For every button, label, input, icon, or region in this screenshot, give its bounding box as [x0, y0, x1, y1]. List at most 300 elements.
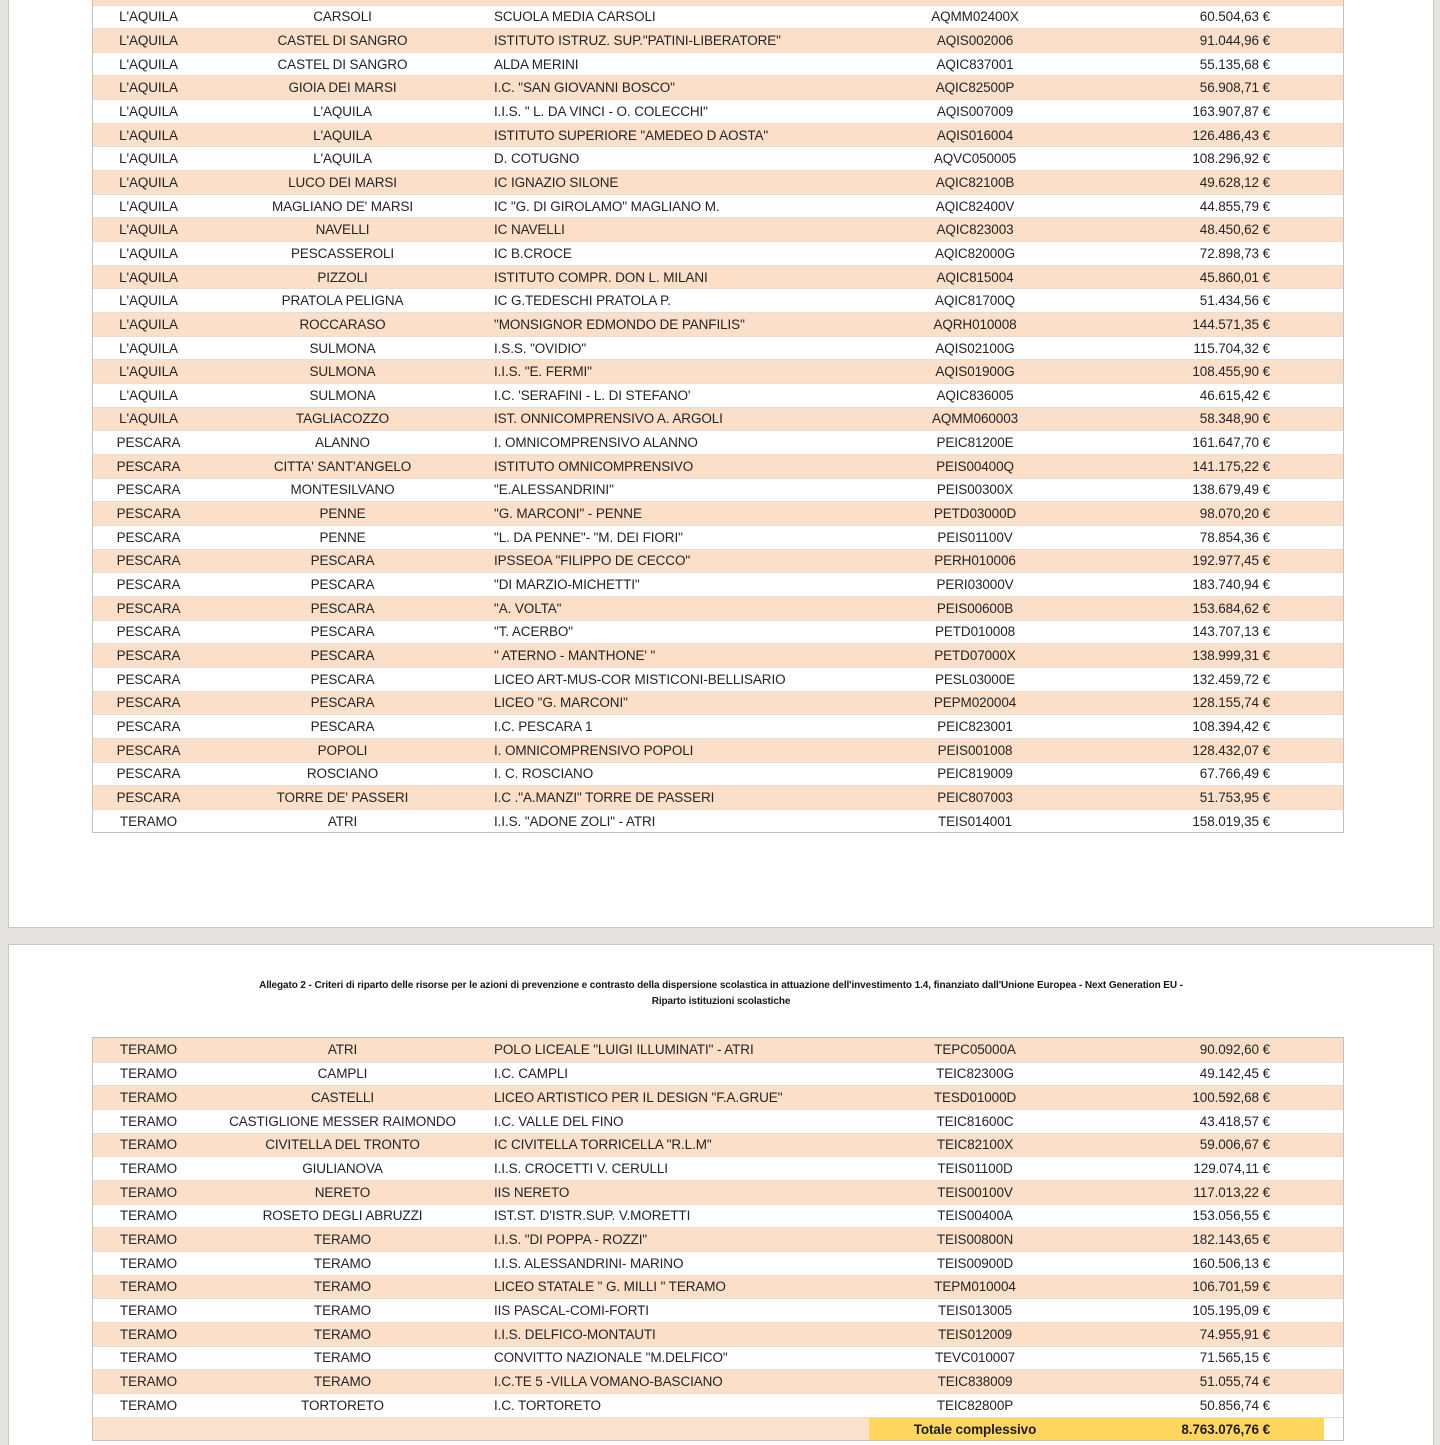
- cell-amount: 117.013,22 €: [1193, 1184, 1270, 1200]
- cell-city: ALANNO: [315, 435, 370, 451]
- total-spacer: [93, 1418, 204, 1441]
- cell-code: AQIS007009: [936, 103, 1014, 119]
- cell-amount: 49.142,45 €: [1199, 1066, 1270, 1082]
- cell-school: I.I.S. ALESSANDRINI- MARINO: [494, 1255, 684, 1271]
- table-row: [93, 383, 1343, 407]
- cell-city: CAMPLI: [317, 1066, 368, 1082]
- table-row: [93, 1156, 1343, 1180]
- cell-school: D. COTUGNO: [494, 151, 580, 167]
- cell-amount: 160.506,13 €: [1192, 1255, 1270, 1271]
- cell-code: PERH010006: [934, 553, 1016, 569]
- cell-city: GIULIANOVA: [302, 1161, 383, 1177]
- cell-city: MAGLIANO DE' MARSI: [271, 198, 414, 214]
- table-row: [93, 454, 1343, 478]
- cell-school: I.C. TORTORETO: [494, 1397, 601, 1413]
- cell-city: LUCO DEI MARSI: [288, 174, 397, 190]
- document-title: [9, 978, 1433, 1010]
- table-row: [93, 643, 1343, 667]
- cell-amount: 105.195,09 €: [1192, 1303, 1270, 1319]
- cell-province: L'AQUILA: [119, 80, 178, 96]
- cell-school: ISTITUTO ISTRUZ. SUP."PATINI-LIBERATORE": [494, 32, 781, 48]
- cell-school: "DI MARZIO-MICHETTI": [494, 577, 640, 593]
- cell-school: "T. ACERBO": [494, 624, 574, 640]
- total-label: Totale complessivo: [869, 1418, 1081, 1441]
- document-page-2: [9, 945, 1433, 1445]
- title-line-2: Riparto istituzioni scolastiche: [651, 996, 791, 1007]
- cell-city: CASTIGLIONE MESSER RAIMONDO: [229, 1113, 456, 1129]
- cell-city: TERAMO: [313, 1279, 372, 1295]
- cell-province: L'AQUILA: [119, 411, 178, 427]
- cell-code: AQIS016004: [936, 127, 1014, 143]
- cell-school: ISTITUTO SUPERIORE "AMEDEO D AOSTA": [494, 127, 769, 143]
- cell-school: IC "G. DI GIROLAMO" MAGLIANO M.: [494, 198, 720, 214]
- cell-school: IC IGNAZIO SILONE: [494, 174, 619, 190]
- cell-amount: 59.006,67 €: [1199, 1137, 1270, 1153]
- table-row: [93, 620, 1343, 644]
- cell-code: TEIS00900D: [936, 1255, 1014, 1271]
- table-row: [93, 738, 1343, 762]
- cell-school: I. OMNICOMPRENSIVO ALANNO: [494, 435, 698, 451]
- cell-code: AQIC82500P: [935, 80, 1015, 96]
- table-row: [93, 1369, 1343, 1393]
- table-row: [93, 52, 1343, 76]
- cell-school: I.C. VALLE DEL FINO: [494, 1113, 624, 1129]
- table-row: [93, 714, 1343, 738]
- cell-school: "E.ALESSANDRINI": [494, 482, 614, 498]
- cell-code: PERI03000V: [936, 577, 1014, 593]
- cell-city: ATRI: [327, 813, 358, 829]
- cell-province: L'AQUILA: [119, 269, 178, 285]
- funding-table-page-2: [92, 1037, 1344, 1441]
- cell-province: PESCARA: [116, 766, 181, 782]
- cell-city: TERAMO: [313, 1374, 372, 1390]
- cell-school: LICEO ARTISTICO PER IL DESIGN "F.A.GRUE": [494, 1090, 783, 1106]
- table-row: [93, 1275, 1343, 1299]
- cell-code: PEIS001008: [937, 742, 1013, 758]
- cell-school: "L. DA PENNE"- "M. DEI FIORI": [494, 529, 683, 545]
- cell-amount: 60.504,63 €: [1199, 9, 1270, 25]
- cell-code: PEIS00400Q: [936, 458, 1014, 474]
- cell-code: PEIS01100V: [937, 529, 1013, 545]
- table-row: [93, 336, 1343, 360]
- cell-school: I.I.S. "ADONE ZOLI" - ATRI: [494, 813, 656, 829]
- cell-amount: 72.898,73 €: [1199, 245, 1270, 261]
- cell-code: PEIC807003: [937, 789, 1013, 805]
- cell-city: PRATOLA PELIGNA: [281, 293, 404, 309]
- cell-code: PEIS00600B: [936, 600, 1014, 616]
- cell-province: L'AQUILA: [119, 222, 178, 238]
- table-row: [93, 525, 1343, 549]
- table-row: [93, 1227, 1343, 1251]
- cell-province: PESCARA: [116, 482, 181, 498]
- cell-province: L'AQUILA: [119, 245, 178, 261]
- cell-province: PESCARA: [116, 624, 181, 640]
- table-row: [93, 75, 1343, 99]
- table-row: [93, 407, 1343, 431]
- cell-amount: 126.486,43 €: [1192, 127, 1270, 143]
- cell-province: PESCARA: [116, 671, 181, 687]
- cell-city: CASTELLI: [311, 1090, 374, 1106]
- cell-code: PEIC81200E: [936, 435, 1014, 451]
- cell-province: PESCARA: [116, 458, 181, 474]
- cell-city: L'AQUILA: [313, 151, 372, 167]
- cell-amount: 192.977,45 €: [1192, 553, 1270, 569]
- table-row: [93, 217, 1343, 241]
- cell-city: NERETO: [314, 1184, 371, 1200]
- cell-province: L'AQUILA: [119, 340, 178, 356]
- cell-school: I. OMNICOMPRENSIVO POPOLI: [494, 742, 694, 758]
- cell-amount: 100.592,68 €: [1192, 1090, 1270, 1106]
- cell-code: TEPM010004: [934, 1279, 1016, 1295]
- cell-amount: 128.155,74 €: [1192, 695, 1270, 711]
- cell-province: TERAMO: [119, 1232, 178, 1248]
- table-row: [93, 1346, 1343, 1370]
- cell-amount: 51.753,95 €: [1199, 789, 1270, 805]
- cell-amount: 74.955,91 €: [1199, 1326, 1270, 1342]
- table-row: [93, 146, 1343, 170]
- cell-city: GIOIA DEI MARSI: [288, 80, 397, 96]
- table-row: [93, 1393, 1343, 1417]
- cell-school: I.C. 'SERAFINI - L. DI STEFANO': [494, 387, 691, 403]
- cell-code: TEIC838009: [937, 1374, 1013, 1390]
- cell-province: TERAMO: [119, 1066, 178, 1082]
- table-row: [93, 288, 1343, 312]
- cell-province: L'AQUILA: [119, 151, 178, 167]
- cell-city: CARSOLI: [313, 9, 372, 25]
- cell-province: PESCARA: [116, 695, 181, 711]
- cell-school: I.I.S. CROCETTI V. CERULLI: [494, 1161, 668, 1177]
- table-row: [93, 430, 1343, 454]
- cell-school: IIS PASCAL-COMI-FORTI: [494, 1303, 649, 1319]
- cell-city: MONTESILVANO: [290, 482, 395, 498]
- cell-province: TERAMO: [119, 1208, 178, 1224]
- cell-code: TEIC82300G: [936, 1066, 1014, 1082]
- cell-province: PESCARA: [116, 648, 181, 664]
- cell-city: SULMONA: [309, 387, 376, 403]
- cell-school: IC CIVITELLA TORRICELLA "R.L.M": [494, 1137, 712, 1153]
- cell-city: PESCARA: [310, 695, 375, 711]
- cell-code: PEIC819009: [937, 766, 1013, 782]
- table-row: [93, 1085, 1343, 1109]
- cell-school: I.C. PESCARA 1: [494, 719, 593, 735]
- cell-school: I. C. ROSCIANO: [494, 766, 594, 782]
- table-row: [93, 359, 1343, 383]
- cell-amount: 161.647,70 €: [1192, 435, 1270, 451]
- cell-amount: 138.679,49 €: [1192, 482, 1270, 498]
- cell-spacer: [1324, 1418, 1343, 1441]
- table-row: [93, 809, 1343, 833]
- cell-school: SCUOLA MEDIA CARSOLI: [494, 9, 656, 25]
- cell-school: LICEO STATALE " G. MILLI " TERAMO: [494, 1279, 726, 1295]
- cell-city: TERAMO: [313, 1255, 372, 1271]
- total-row: [93, 1417, 1343, 1441]
- title-line-1: Allegato 2 - Criteri di riparto delle risorse per le azioni di prevenzione e contrasto della dispersione scolastica in attuazione dell'investimento 1.4, finanziato dall'Unione Europea - Next Generation EU -: [259, 980, 1183, 991]
- cell-amount: 45.860,01 €: [1199, 269, 1270, 285]
- cell-province: L'AQUILA: [119, 174, 178, 190]
- cell-code: PESL03000E: [934, 671, 1016, 687]
- cell-code: TEPC05000A: [934, 1042, 1016, 1058]
- cell-amount: 91.044,96 €: [1199, 32, 1270, 48]
- cell-school: ALDA MERINI: [494, 56, 579, 72]
- table-row: [93, 1204, 1343, 1228]
- cell-province: L'AQUILA: [119, 198, 178, 214]
- cell-city: ROSCIANO: [306, 766, 379, 782]
- cell-city: PESCARA: [310, 624, 375, 640]
- cell-province: PESCARA: [116, 600, 181, 616]
- cell-code: AQIC815004: [936, 269, 1014, 285]
- cell-school: CONVITTO NAZIONALE "M.DELFICO": [494, 1350, 728, 1366]
- cell-code: AQIS002006: [936, 32, 1014, 48]
- cell-code: PETD010008: [934, 624, 1016, 640]
- table-row: [93, 549, 1343, 573]
- cell-school: IST.ST. D'ISTR.SUP. V.MORETTI: [494, 1208, 691, 1224]
- cell-province: TERAMO: [119, 1374, 178, 1390]
- cell-school: I.C ."A.MANZI" TORRE DE PASSERI: [494, 789, 715, 805]
- cell-school: " ATERNO - MANTHONE' ": [494, 648, 656, 664]
- cell-city: PENNE: [319, 506, 366, 522]
- cell-code: AQIC82000G: [934, 245, 1016, 261]
- cell-province: TERAMO: [119, 813, 178, 829]
- cell-amount: 46.615,42 €: [1199, 387, 1270, 403]
- cell-city: PESCARA: [310, 553, 375, 569]
- cell-city: PESCARA: [310, 719, 375, 735]
- table-row: [93, 28, 1343, 52]
- cell-city: CITTA' SANT'ANGELO: [273, 458, 412, 474]
- cell-amount: 98.070,20 €: [1199, 506, 1270, 522]
- cell-city: TERAMO: [313, 1232, 372, 1248]
- cell-city: POPOLI: [317, 742, 368, 758]
- cell-school: "A. VOLTA": [494, 600, 562, 616]
- table-row: [93, 1038, 1343, 1062]
- cell-city: PESCARA: [310, 600, 375, 616]
- cell-province: PESCARA: [116, 435, 181, 451]
- cell-city: NAVELLI: [315, 222, 370, 238]
- cell-province: PESCARA: [116, 553, 181, 569]
- cell-amount: 128.432,07 €: [1192, 742, 1270, 758]
- cell-code: PEIC823001: [937, 719, 1013, 735]
- cell-amount: 153.056,55 €: [1192, 1208, 1270, 1224]
- table-row: [93, 1180, 1343, 1204]
- cell-code: TEIC81600C: [936, 1113, 1014, 1129]
- cell-amount: 108.394,42 €: [1192, 719, 1270, 735]
- cell-city: TORTORETO: [301, 1397, 384, 1413]
- cell-amount: 50.856,74 €: [1199, 1397, 1270, 1413]
- cell-province: TERAMO: [119, 1350, 178, 1366]
- cell-school: I.C. "SAN GIOVANNI BOSCO": [494, 80, 675, 96]
- cell-province: L'AQUILA: [119, 127, 178, 143]
- cell-city: CASTEL DI SANGRO: [277, 32, 408, 48]
- cell-code: AQIC823003: [936, 222, 1014, 238]
- cell-code: PETD07000X: [934, 648, 1016, 664]
- table-row: [93, 596, 1343, 620]
- cell-school: IC B.CROCE: [494, 245, 572, 261]
- cell-school: "MONSIGNOR EDMONDO DE PANFILIS": [494, 316, 745, 332]
- cell-city: PESCASSEROLI: [290, 245, 395, 261]
- cell-province: TERAMO: [119, 1184, 178, 1200]
- cell-code: TEIC82100X: [936, 1137, 1014, 1153]
- table-row: [93, 691, 1343, 715]
- cell-amount: 141.175,22 €: [1192, 458, 1270, 474]
- cell-amount: 51.055,74 €: [1199, 1374, 1270, 1390]
- table-row: [93, 501, 1343, 525]
- table-row: [93, 1062, 1343, 1086]
- cell-city: L'AQUILA: [313, 127, 372, 143]
- table-row: [93, 99, 1343, 123]
- cell-province: TERAMO: [119, 1090, 178, 1106]
- cell-province: L'AQUILA: [119, 387, 178, 403]
- cell-amount: 144.571,35 €: [1192, 316, 1270, 332]
- cell-province: PESCARA: [116, 789, 181, 805]
- cell-province: TERAMO: [119, 1279, 178, 1295]
- cell-city: PESCARA: [310, 648, 375, 664]
- cell-code: PEPM020004: [933, 695, 1017, 711]
- cell-province: TERAMO: [119, 1113, 178, 1129]
- table-row: [93, 1133, 1343, 1157]
- cell-province: TERAMO: [119, 1042, 178, 1058]
- cell-amount: 78.854,36 €: [1199, 529, 1270, 545]
- cell-province: L'AQUILA: [119, 293, 178, 309]
- cell-amount: 115.704,32 €: [1193, 340, 1270, 356]
- cell-school: I.C. CAMPLI: [494, 1066, 568, 1082]
- table-row: [93, 194, 1343, 218]
- cell-amount: 51.434,56 €: [1199, 293, 1270, 309]
- table-row: [93, 572, 1343, 596]
- cell-code: PETD03000D: [933, 506, 1017, 522]
- cell-city: PIZZOLI: [317, 269, 368, 285]
- cell-school: I.S.S. "OVIDIO": [494, 340, 587, 356]
- cell-amount: 48.450,62 €: [1199, 222, 1270, 238]
- cell-amount: 108.455,90 €: [1192, 364, 1270, 380]
- table-row: [93, 123, 1343, 147]
- cell-province: L'AQUILA: [119, 32, 178, 48]
- cell-city: PENNE: [319, 529, 366, 545]
- funding-table-page-1: [92, 0, 1344, 833]
- cell-code: PEIS00300X: [936, 482, 1014, 498]
- cell-code: AQRH010008: [933, 316, 1017, 332]
- cell-school: I.I.S. " L. DA VINCI - O. COLECCHI": [494, 103, 708, 119]
- cell-school: IC NAVELLI: [494, 222, 565, 238]
- cell-amount: 90.092,60 €: [1199, 1042, 1270, 1058]
- cell-province: PESCARA: [116, 506, 181, 522]
- cell-school: IST. ONNICOMPRENSIVO A. ARGOLI: [494, 411, 723, 427]
- table-row: [93, 241, 1343, 265]
- cell-amount: 56.908,71 €: [1199, 80, 1270, 96]
- cell-amount: 143.707,13 €: [1192, 624, 1270, 640]
- cell-city: SULMONA: [309, 364, 376, 380]
- cell-province: TERAMO: [119, 1303, 178, 1319]
- cell-amount: 132.459,72 €: [1192, 671, 1270, 687]
- total-value: 8.763.076,76 €: [1081, 1418, 1324, 1441]
- table-row: [93, 762, 1343, 786]
- cell-province: PESCARA: [116, 719, 181, 735]
- cell-province: L'AQUILA: [119, 364, 178, 380]
- cell-amount: 129.074,11 €: [1193, 1161, 1270, 1177]
- cell-code: AQMM02400X: [931, 9, 1019, 25]
- cell-school: LICEO "G. MARCONI": [494, 695, 628, 711]
- cell-code: AQIC81700Q: [934, 293, 1016, 309]
- cell-code: AQIS01900G: [935, 364, 1015, 380]
- table-row: [93, 785, 1343, 809]
- cell-province: TERAMO: [119, 1255, 178, 1271]
- cell-amount: 44.855,79 €: [1199, 198, 1270, 214]
- table-row: [93, 1251, 1343, 1275]
- cell-city: TAGLIACOZZO: [295, 411, 390, 427]
- cell-province: TERAMO: [119, 1326, 178, 1342]
- cell-school: I.I.S. "DI POPPA - ROZZI": [494, 1232, 648, 1248]
- cell-city: L'AQUILA: [313, 103, 372, 119]
- cell-city: TERAMO: [313, 1350, 372, 1366]
- table-row: [93, 170, 1343, 194]
- cell-amount: 49.628,12 €: [1199, 174, 1270, 190]
- cell-school: "G. MARCONI" - PENNE: [494, 506, 642, 522]
- cell-code: TEIS00100V: [937, 1184, 1013, 1200]
- cell-code: TEIS013005: [937, 1303, 1013, 1319]
- cell-province: PESCARA: [116, 577, 181, 593]
- cell-province: L'AQUILA: [119, 56, 178, 72]
- cell-city: ROCCARASO: [299, 316, 386, 332]
- cell-code: TEIS014001: [937, 813, 1013, 829]
- cell-code: TEIS00800N: [936, 1232, 1014, 1248]
- cell-amount: 153.684,62 €: [1192, 600, 1270, 616]
- cell-amount: 183.740,94 €: [1192, 577, 1270, 593]
- cell-amount: 43.418,57 €: [1199, 1113, 1270, 1129]
- cell-city: TERAMO: [313, 1326, 372, 1342]
- cell-amount: 182.143,65 €: [1192, 1232, 1270, 1248]
- cell-school: IIS NERETO: [494, 1184, 570, 1200]
- cell-school: I.I.S. DELFICO-MONTAUTI: [494, 1326, 656, 1342]
- cell-code: AQIS02100G: [935, 340, 1015, 356]
- cell-city: PESCARA: [310, 671, 375, 687]
- cell-amount: 106.701,59 €: [1192, 1279, 1270, 1295]
- cell-code: AQIC837001: [936, 56, 1014, 72]
- table-row: [93, 5, 1343, 29]
- cell-amount: 138.999,31 €: [1192, 648, 1270, 664]
- cell-school: POLO LICEALE "LUIGI ILLUMINATI" - ATRI: [494, 1042, 754, 1058]
- cell-province: L'AQUILA: [119, 103, 178, 119]
- cell-amount: 158.019,35 €: [1192, 813, 1270, 829]
- table-row: [93, 1322, 1343, 1346]
- cell-city: CIVITELLA DEL TRONTO: [265, 1137, 420, 1153]
- table-row: [93, 312, 1343, 336]
- cell-province: TERAMO: [119, 1161, 178, 1177]
- cell-city: CASTEL DI SANGRO: [277, 56, 408, 72]
- cell-code: TEIS00400A: [937, 1208, 1013, 1224]
- cell-amount: 55.135,68 €: [1199, 56, 1270, 72]
- table-row: [93, 265, 1343, 289]
- cell-amount: 108.296,92 €: [1192, 151, 1270, 167]
- cell-school: LICEO ART-MUS-COR MISTICONI-BELLISARIO: [494, 671, 786, 687]
- cell-amount: 58.348,90 €: [1199, 411, 1270, 427]
- cell-code: AQIC836005: [936, 387, 1014, 403]
- cell-code: TEIS01100D: [937, 1161, 1013, 1177]
- document-page-1: [9, 0, 1433, 927]
- cell-province: TERAMO: [119, 1397, 178, 1413]
- cell-school: I.C.TE 5 -VILLA VOMANO-BASCIANO: [494, 1374, 723, 1390]
- cell-code: AQVC050005: [933, 151, 1017, 167]
- cell-school: I.I.S. "E. FERMI": [494, 364, 592, 380]
- cell-code: TESD01000D: [933, 1090, 1017, 1106]
- cell-code: TEIS012009: [937, 1326, 1013, 1342]
- cell-province: PESCARA: [116, 529, 181, 545]
- cell-province: TERAMO: [119, 1137, 178, 1153]
- cell-school: ISTITUTO COMPR. DON L. MILANI: [494, 269, 708, 285]
- cell-code: AQIC82400V: [935, 198, 1015, 214]
- cell-amount: 71.565,15 €: [1199, 1350, 1270, 1366]
- cell-city: SULMONA: [309, 340, 376, 356]
- table-row: [93, 667, 1343, 691]
- cell-school: IC G.TEDESCHI PRATOLA P.: [494, 293, 671, 309]
- cell-city: ROSETO DEGLI ABRUZZI: [262, 1208, 423, 1224]
